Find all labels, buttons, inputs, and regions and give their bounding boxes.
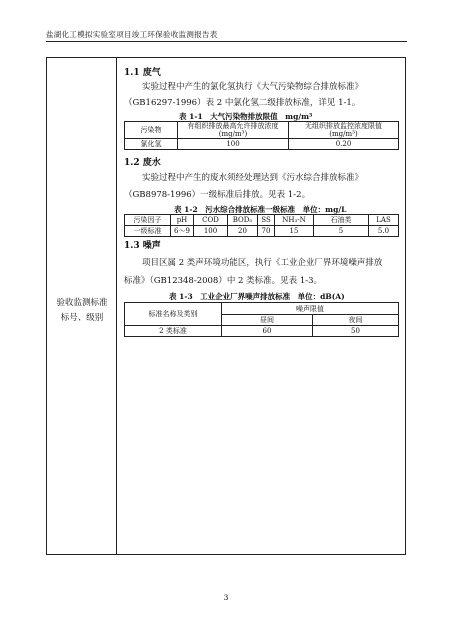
- table-1-1-header-unorganized-line-1: 无组织排放监控浓度限值: [305, 122, 382, 130]
- table-1-3-cell: 60: [222, 326, 313, 337]
- table-1-1-header-organized-line-2: (mg/m³): [218, 130, 248, 138]
- table-1-1-caption: 表 1-1 大气污染物排放限值 mg/m³: [179, 112, 313, 121]
- section-1-1-text-2: （GB16297-1996）表 2 中氯化氢二级排放标准，详见 1-1。: [124, 98, 361, 108]
- table-1-2-header: pH: [171, 215, 194, 226]
- table-1-1-header-unorganized: [289, 122, 399, 139]
- column-divider: [116, 58, 117, 554]
- section-1-2-text-2: （GB8978-1996）一级标准后排放。见表 1-2。: [124, 190, 311, 200]
- table-1-2-cell: 70: [258, 226, 275, 237]
- page-number: 3: [223, 593, 229, 602]
- section-1-3-title: 1.3 噪声: [124, 241, 161, 251]
- section-1-1-title: 1.1 废气: [124, 68, 161, 78]
- table-1-3: [124, 302, 399, 337]
- table-1-1-cell: 0.20: [289, 139, 399, 150]
- table-1-2-cell: 5: [314, 226, 369, 237]
- table-1-2-header: COD: [194, 215, 228, 226]
- table-1-1-cell: 氯化氢: [125, 139, 178, 150]
- row-label-line-1: 验收监测标准: [56, 298, 108, 308]
- table-1-2-cell: 5.0: [369, 226, 399, 237]
- table-1-1-header-pollutant: 污染物: [125, 122, 178, 139]
- table-1-1: [124, 121, 399, 150]
- section-1-2-text-1: 实验过程中产生的废水须经处理达到《污水综合排放标准》: [142, 173, 364, 183]
- table-1-2-cell: 一级标准: [125, 226, 171, 237]
- table-1-3-caption: 表 1-3 工业企业厂界噪声排放标准 单位：dB(A): [169, 292, 345, 301]
- table-1-3-cell: 50: [313, 326, 399, 337]
- row-label: [49, 296, 115, 326]
- table-1-3-header-limit: 噪声限值: [222, 303, 399, 315]
- section-1-3-text-1: 项目区属 2 类声环境功能区，执行《工业企业厂界环境噪声排放: [142, 258, 383, 268]
- table-1-3-header-night: 夜间: [313, 315, 399, 326]
- table-1-2-cell: 6～9: [171, 226, 194, 237]
- table-1-2-header: 石油类: [314, 215, 369, 226]
- header-rule: [46, 41, 407, 42]
- report-table: [46, 57, 406, 555]
- table-1-1-cell: 100: [178, 139, 289, 150]
- table-1-2-header: 污染因子: [125, 215, 171, 226]
- table-1-2-header: BOD₅: [228, 215, 258, 226]
- table-1-2-cell: 100: [194, 226, 228, 237]
- table-1-2-header: SS: [258, 215, 275, 226]
- table-1-1-header-organized-line-1: 有组织排放最高允许排放浓度: [187, 122, 279, 130]
- table-1-2-header: NH₃-N: [275, 215, 314, 226]
- running-header: 盐湖化工模拟实验室项目竣工环保验收监测报告表: [46, 30, 218, 39]
- table-1-3-header-standard: 标准名称及类别: [125, 303, 222, 326]
- row-label-line-2: 标号、级别: [60, 313, 104, 323]
- table-1-2-cell: 20: [228, 226, 258, 237]
- section-1-2-title: 1.2 废水: [124, 158, 161, 168]
- table-1-2-cell: 15: [275, 226, 314, 237]
- table-1-2: [124, 214, 399, 237]
- table-1-1-header-unorganized-line-2: (mg/m³): [329, 130, 358, 138]
- section-1-3-text-2: 标准》（GB12348-2008）中 2 类标准。见表 1-3。: [124, 276, 323, 286]
- table-1-2-header: LAS: [369, 215, 399, 226]
- table-1-3-cell: 2 类标准: [125, 326, 222, 337]
- table-1-2-caption: 表 1-2 污水综合排放标准一级标准 单位：mg/L: [174, 205, 347, 214]
- table-1-3-header-day: 昼间: [222, 315, 313, 326]
- section-1-1-text-1: 实验过程中产生的氯化氢执行《大气污染物综合排放标准》: [142, 82, 364, 92]
- table-1-1-header-organized: [178, 122, 289, 139]
